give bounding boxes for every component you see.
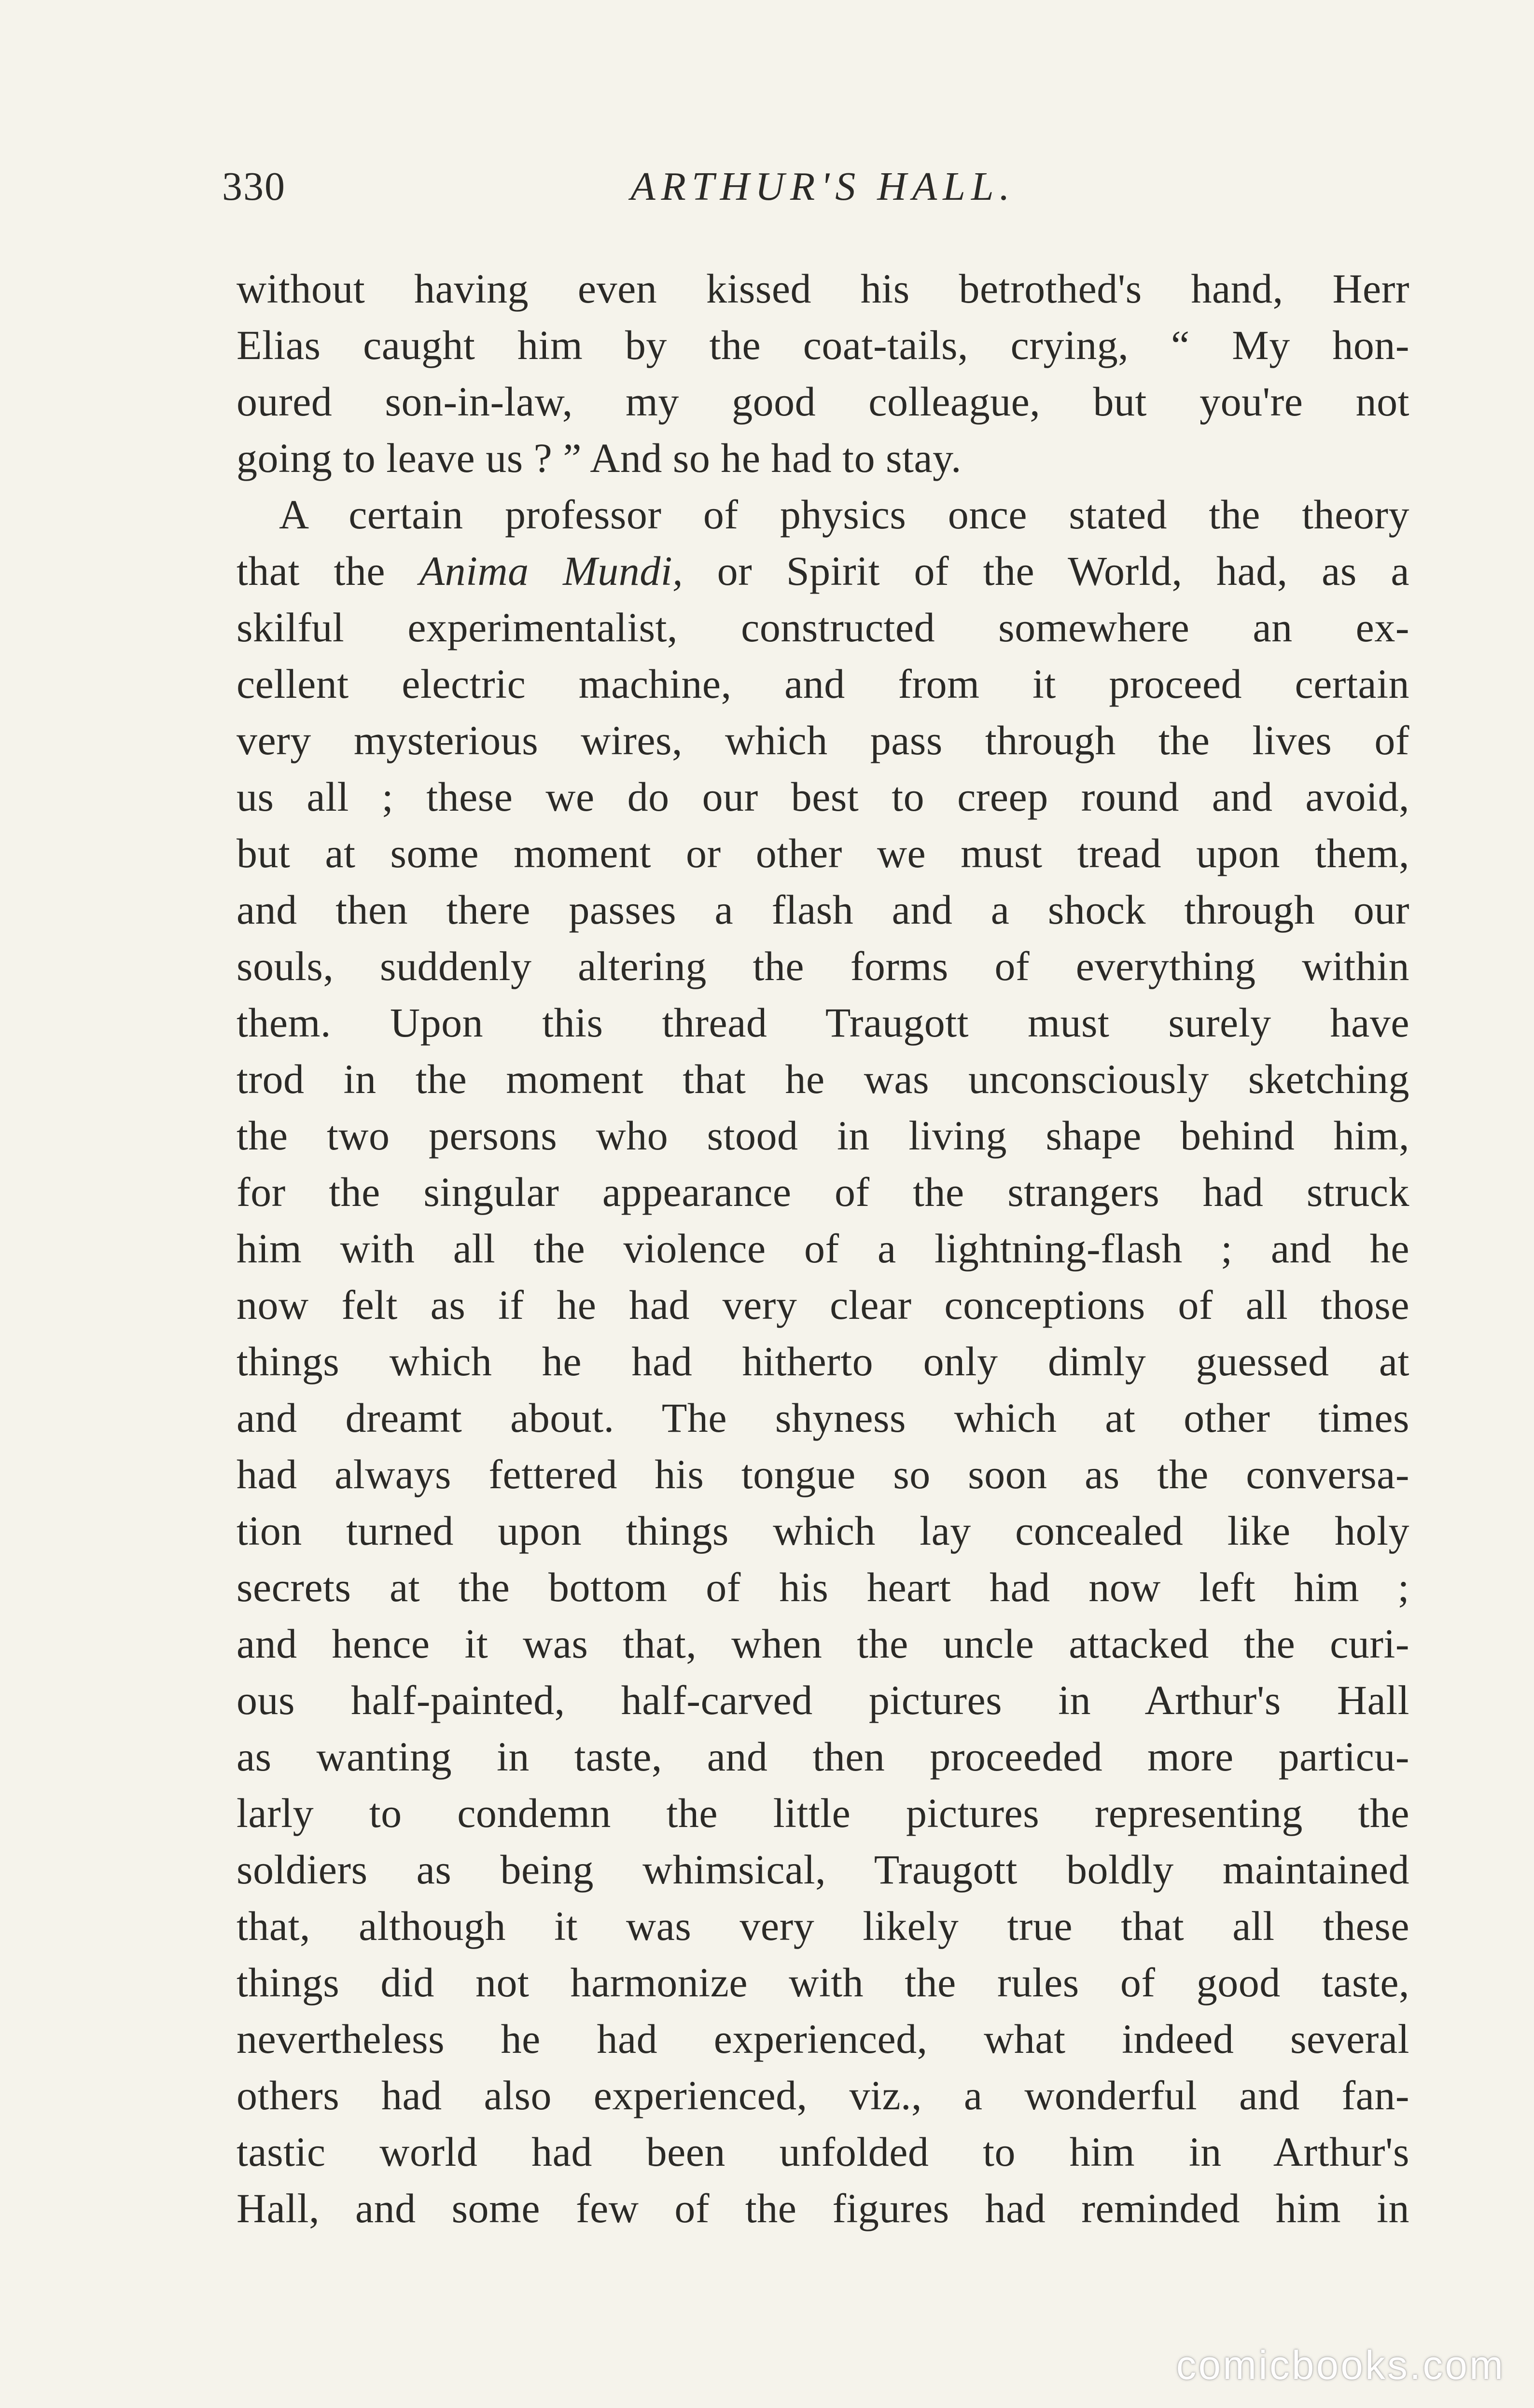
text-line: as wanting in taste, and then proceeded more particu- (237, 1733, 1409, 1780)
text-line: without having even kissed his betrothed's hand, Herr (237, 265, 1409, 312)
text-line: trod in the moment that he was unconsciously sketching (237, 1056, 1409, 1102)
text-line: things did not harmonize with the rules of good taste, (237, 1959, 1409, 2006)
text-line: and then there passes a flash and a shock through our (237, 886, 1409, 933)
text-line: that, although it was very likely true that all these (237, 1903, 1409, 1949)
page-header (222, 159, 1424, 217)
text-line: for the singular appearance of the strangers had struck (237, 1169, 1409, 1215)
text-line: skilful experimentalist, constructed somewhere an ex- (237, 604, 1409, 650)
text-fragment: or Spirit of the World, had, as a (683, 548, 1410, 594)
text-line: secrets at the bottom of his heart had now left him ; (237, 1564, 1409, 1610)
body-text (237, 261, 1409, 2237)
text-line: others had also experienced, viz., a wonderful and fan- (237, 2072, 1409, 2118)
text-line: the two persons who stood in living shape behind him, (237, 1112, 1409, 1159)
text-line: had always fettered his tongue so soon as the conversa- (237, 1451, 1409, 1497)
text-fragment: that the (237, 548, 419, 594)
text-line: very mysterious wires, which pass through the lives of (237, 717, 1409, 763)
page-number: 330 (222, 164, 286, 209)
watermark: comicbooks.com (1176, 2342, 1505, 2388)
text-line: them. Upon this thread Traugott must surely have (237, 999, 1409, 1046)
text-line: and dreamt about. The shyness which at other times (237, 1395, 1409, 1441)
text-line: going to leave us ? ” And so he had to stay. (237, 435, 962, 481)
text-line: souls, suddenly altering the forms of everything within (237, 943, 1409, 989)
running-head: ARTHUR'S HALL. (630, 164, 1016, 209)
text-line: us all ; these we do our best to creep round and avoid, (237, 774, 1409, 820)
text-line: Elias caught him by the coat-tails, crying, “ My hon- (237, 322, 1409, 368)
text-line: larly to condemn the little pictures representing the (237, 1790, 1409, 1836)
text-line: now felt as if he had very clear conceptions of all those (237, 1282, 1409, 1328)
text-line: ous half-painted, half-carved pictures in Arthur's Hall (237, 1677, 1409, 1723)
italic-term: Anima Mundi, (419, 548, 683, 594)
text-line: him with all the violence of a lightning-flash ; and he (237, 1225, 1409, 1272)
text-line: A certain professor of physics once stated the theory (279, 491, 1409, 538)
text-line: soldiers as being whimsical, Traugott boldly maintained (237, 1846, 1409, 1893)
text-line: things which he had hitherto only dimly guessed at (237, 1338, 1409, 1384)
text-line: but at some moment or other we must tread upon them, (237, 830, 1409, 876)
text-line: nevertheless he had experienced, what indeed several (237, 2016, 1409, 2062)
text-line: oured son-in-law, my good colleague, but you're not (237, 378, 1409, 425)
text-line (237, 543, 1409, 599)
text-line: cellent electric machine, and from it proceed certain (237, 661, 1409, 707)
text-line: Hall, and some few of the figures had reminded him in (237, 2185, 1409, 2231)
text-line: tastic world had been unfolded to him in Arthur's (237, 2129, 1409, 2175)
text-line: and hence it was that, when the uncle attacked the curi- (237, 1620, 1409, 1667)
text-line: tion turned upon things which lay concealed like holy (237, 1508, 1409, 1554)
